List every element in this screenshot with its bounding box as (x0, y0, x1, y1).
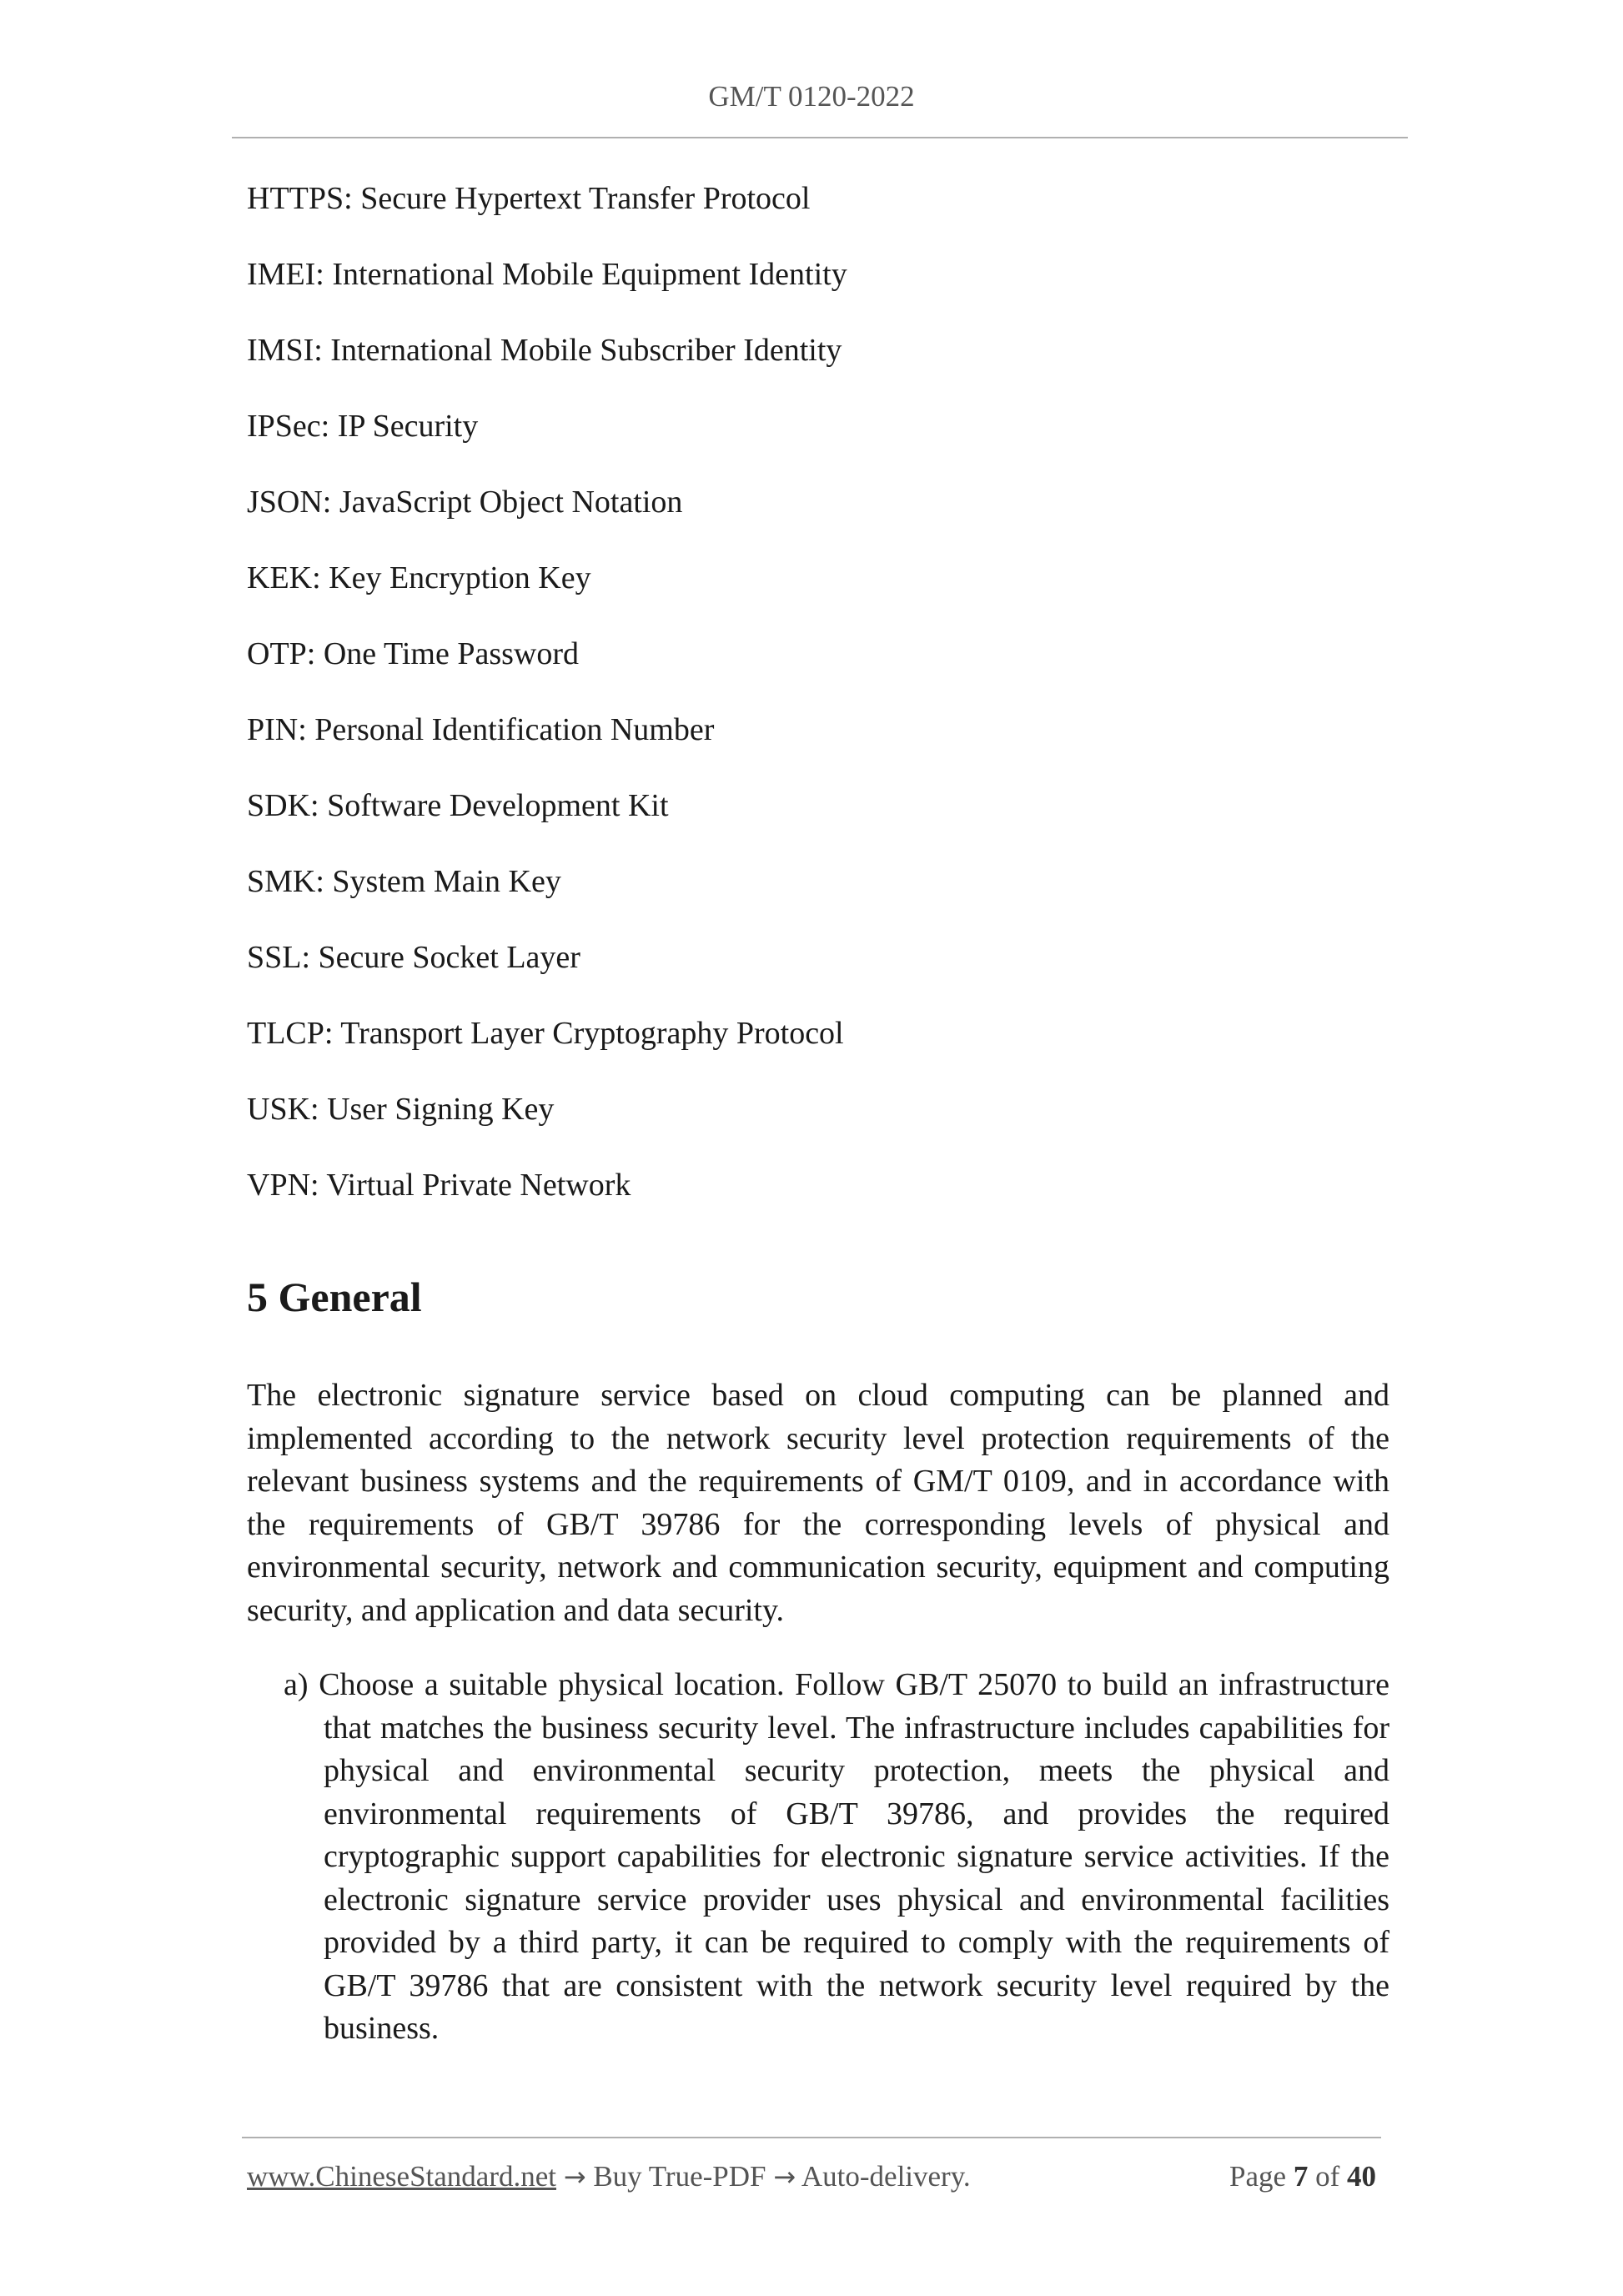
arrow-right-icon: → (773, 2161, 796, 2193)
abbreviation-item: PIN: Personal Identification Number (247, 712, 715, 747)
page-of: of (1315, 2160, 1340, 2193)
abbreviation-item: JSON: JavaScript Object Notation (247, 485, 683, 520)
section-heading: 5 General (247, 1274, 422, 1320)
arrow-right-icon: → (563, 2161, 586, 2193)
abbreviation-item: SMK: System Main Key (247, 864, 561, 899)
abbreviation-item: SDK: Software Development Kit (247, 788, 669, 823)
abbreviation-item: IMEI: International Mobile Equipment Identity (247, 257, 847, 292)
page-label: Page (1229, 2160, 1287, 2193)
abbreviation-item: VPN: Virtual Private Network (247, 1168, 631, 1203)
footer-divider (242, 2137, 1381, 2138)
footer-promo (247, 2160, 971, 2193)
abbreviation-item: IPSec: IP Security (247, 409, 479, 444)
abbreviation-item: IMSI: International Mobile Subscriber Identity (247, 333, 842, 368)
site-link[interactable]: www.ChineseStandard.net (247, 2160, 556, 2193)
page-current: 7 (1293, 2160, 1309, 2193)
abbreviation-item: KEK: Key Encryption Key (247, 560, 591, 595)
section-paragraph: The electronic signature service based on cloud computing can be planned and implemented according to the network security level protection requirements of the relevant business systems and the requirements of GM/T 0109, and in accordance with the requirements of GB/T 39786 for the corresponding levels of physical and environmental security, network and communication security, equipment and computing security, and application and data security. (247, 1378, 1389, 1628)
list-item-a: a) Choose a suitable physical location. Follow GB/T 25070 to build an infrastructure that matches the business security level. The infrastructure includes capabilities for physical and environmental security protection, meets the physical and environmental requirements of GB/T 39786, and provides the required cryptographic support capabilities for electronic signature service activities. If the electronic signature service provider uses physical and environmental facilities provided by a third party, it can be required to comply with the requirements of GB/T 39786 that are consistent with the network security level required by the business. (284, 1667, 1389, 2046)
document-header-id: GM/T 0120-2022 (708, 80, 915, 113)
abbreviation-item: USK: User Signing Key (247, 1092, 555, 1127)
buy-text: Buy True-PDF (593, 2160, 766, 2193)
abbreviation-item: OTP: One Time Password (247, 636, 579, 671)
page-total: 40 (1347, 2160, 1376, 2193)
delivery-text: Auto-delivery. (801, 2160, 971, 2193)
abbreviation-item: SSL: Secure Socket Layer (247, 940, 580, 975)
abbreviation-item: HTTPS: Secure Hypertext Transfer Protocol (247, 181, 811, 216)
abbreviation-list (247, 173, 847, 1236)
page-number (1229, 2160, 1376, 2193)
abbreviation-item: TLCP: Transport Layer Cryptography Protocol (247, 1016, 844, 1051)
header-divider (232, 137, 1408, 138)
